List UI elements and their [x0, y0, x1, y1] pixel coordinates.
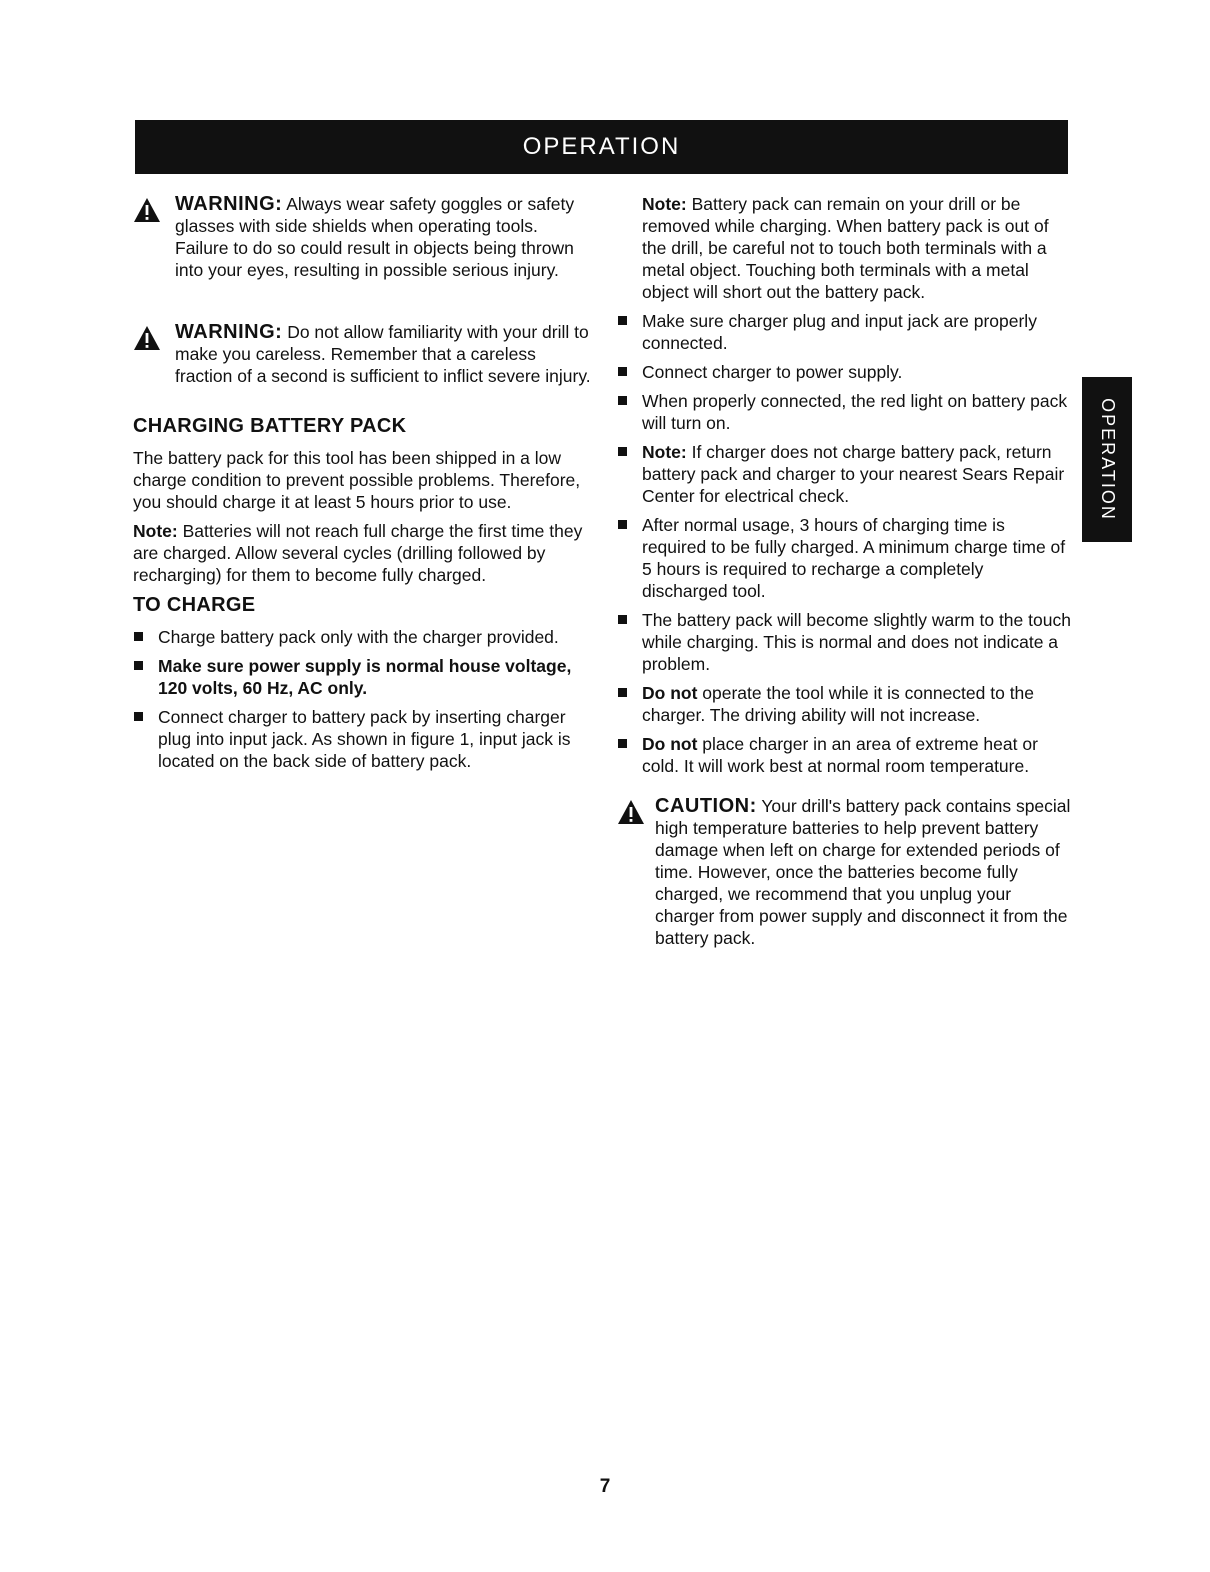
list-item: Connect charger to battery pack by inserting charger plug into input jack. As shown in figure 1, input jack is located on the back side of battery pack.: [133, 706, 593, 772]
list-item: Connect charger to power supply.: [617, 361, 1072, 383]
to-charge-list: [133, 626, 593, 772]
list-item: Do not operate the tool while it is connected to the charger. The driving ability will not increase.: [617, 682, 1072, 726]
list-item: Make sure power supply is normal house voltage, 120 volts, 60 Hz, AC only.: [133, 655, 593, 699]
note-label: Note:: [133, 521, 178, 541]
caution-title: CAUTION:: [655, 795, 757, 817]
section-title: OPERATION: [522, 133, 681, 160]
right-note-paragraph: [617, 193, 1072, 303]
side-section-tab: [1082, 377, 1132, 542]
to-charge-heading: TO CHARGE: [133, 594, 256, 616]
section-header-bar: [135, 120, 1068, 174]
list-item: Make sure charger plug and input jack are properly connected.: [617, 310, 1072, 354]
charging-intro-paragraph: The battery pack for this tool has been shipped in a low charge condition to prevent possible problems. Therefore, you should charge it at least 5 hours prior to use.: [133, 448, 581, 512]
caution-block: [617, 795, 1072, 949]
list-item: When properly connected, the red light on battery pack will turn on.: [617, 390, 1072, 434]
caution-triangle-icon: [617, 799, 645, 825]
side-tab-label: OPERATION: [1097, 398, 1118, 521]
warning-block-familiarity: [133, 321, 593, 387]
warning-title: WARNING:: [175, 321, 283, 343]
caution-text: Your drill's battery pack contains special high temperature batteries to help prevent battery damage when left on charge for extended periods of time. However, once the batteries become fully charged, we recommend that you unplug your charger from power supply and disconnect it from the battery pack.: [655, 796, 1071, 948]
page-number: 7: [599, 1476, 611, 1497]
list-item: Do not place charger in an area of extreme heat or cold. It will work best at normal room temperature.: [617, 733, 1072, 777]
right-column: [617, 193, 1072, 956]
charging-note-paragraph: [133, 520, 593, 586]
list-item: Note: If charger does not charge battery pack, return battery pack and charger to your nearest Sears Repair Center for electrical check.: [617, 441, 1072, 507]
note-text: Batteries will not reach full charge the first time they are charged. Allow several cycles (drilling followed by recharging) for them to become fully charged.: [133, 521, 583, 585]
warning-text: Do not allow familiarity with your drill to make you careless. Remember that a careless fraction of a second is sufficient to inflict severe injury.: [175, 322, 591, 386]
warning-block-goggles: [133, 193, 593, 281]
warning-triangle-icon: [133, 197, 161, 223]
charging-steps-list: [617, 310, 1072, 777]
note-text: Battery pack can remain on your drill or be removed while charging. When battery pack is out of the drill, be careful not to touch both terminals with a metal object. Touching both terminals with a metal object will short out the battery pack.: [642, 194, 1049, 302]
list-item: Charge battery pack only with the charger provided.: [133, 626, 593, 648]
warning-triangle-icon: [133, 325, 161, 351]
list-item: The battery pack will become slightly warm to the touch while charging. This is normal and does not indicate a problem.: [617, 609, 1072, 675]
list-item: After normal usage, 3 hours of charging time is required to be fully charged. A minimum charge time of 5 hours is required to recharge a completely discharged tool.: [617, 514, 1072, 602]
charging-battery-heading: CHARGING BATTERY PACK: [133, 415, 407, 437]
note-label: Note:: [642, 194, 687, 214]
warning-text: Always wear safety goggles or safety glasses with side shields when operating tools. Failure to do so could result in objects being thrown into your eyes, resulting in possible serious injury.: [175, 194, 575, 280]
left-column: [133, 193, 593, 779]
warning-title: WARNING:: [175, 193, 283, 215]
